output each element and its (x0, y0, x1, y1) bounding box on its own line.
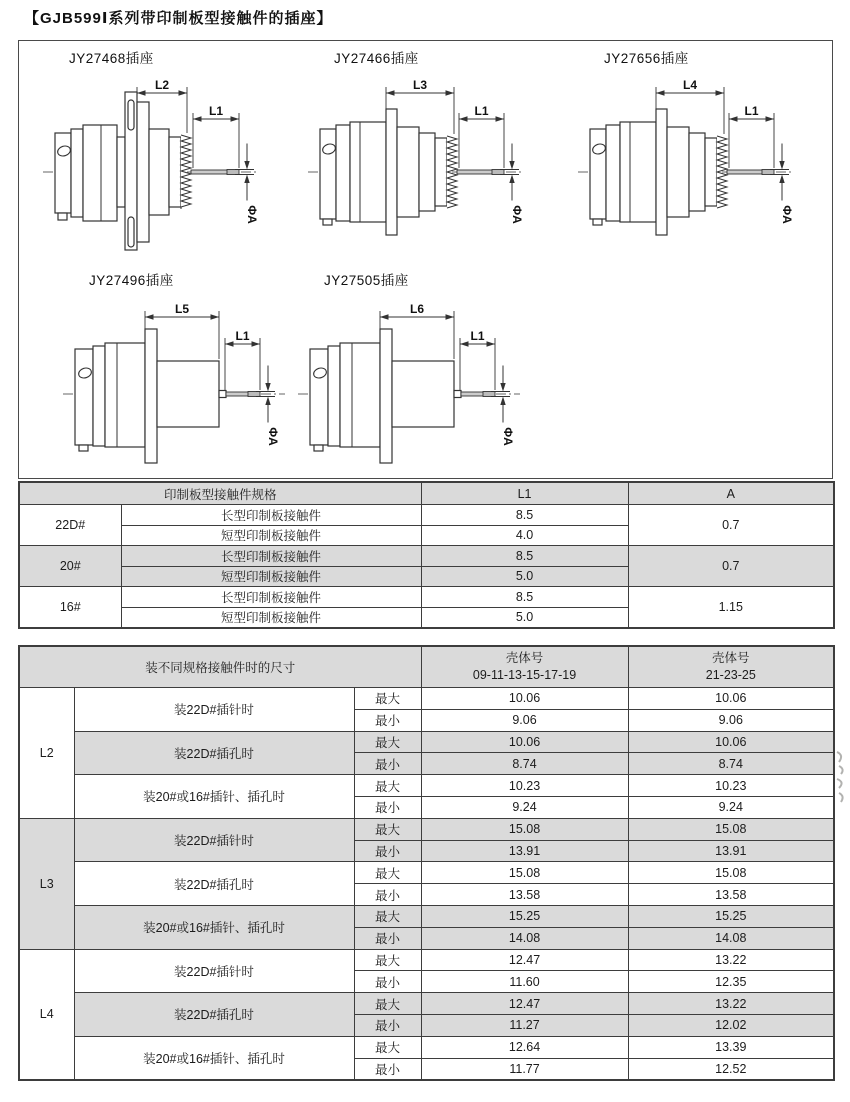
drawing-jy27656 (576, 47, 826, 252)
value-shell2-cell: 12.02 (628, 1014, 834, 1036)
value-shell1-cell: 15.25 (421, 905, 628, 927)
type-cell: 短型印制板接触件 (121, 566, 421, 587)
min-label-cell: 最小 (354, 1014, 421, 1036)
size-cell: 20# (19, 546, 121, 587)
dimension-table (18, 645, 835, 1081)
value-shell2-cell: 9.24 (628, 796, 834, 818)
shell-group1-header (421, 646, 628, 688)
connector-drawing (306, 67, 556, 252)
table-row (19, 818, 834, 840)
table-row (19, 775, 834, 797)
value-shell1-cell: 9.06 (421, 709, 628, 731)
value-shell2-cell: 15.25 (628, 905, 834, 927)
dimension-header: 装不同规格接触件时的尺寸 (19, 646, 421, 688)
max-label-cell: 最大 (354, 949, 421, 971)
dim-label: L2 (154, 78, 170, 92)
dim-label: L1 (744, 104, 759, 118)
drawing-title: JY27466插座 (334, 51, 419, 66)
config-cell: 装22D#插孔时 (74, 993, 354, 1037)
dim-label: L1 (208, 104, 224, 118)
type-cell: 短型印制板接触件 (121, 525, 421, 546)
shell-label: 壳体号 (505, 651, 544, 666)
max-label-cell: 最大 (354, 818, 421, 840)
value-shell1-cell: 12.47 (421, 949, 628, 971)
dim-cell: L2 (19, 688, 74, 819)
spec-header: 印制板型接触件规格 (19, 482, 421, 505)
a-value-cell: 0.7 (628, 546, 834, 587)
table-row (19, 587, 834, 608)
value-shell1-cell: 11.77 (421, 1058, 628, 1080)
value-shell2-cell: 13.22 (628, 993, 834, 1015)
dimension-table-body (19, 688, 834, 1081)
dim-label: ΦA (510, 205, 524, 224)
table-row (19, 688, 834, 710)
config-cell: 装20#或16#插针、插孔时 (74, 775, 354, 819)
dim-label: ΦA (245, 205, 259, 224)
config-cell: 装20#或16#插针、插孔时 (74, 905, 354, 949)
scan-artifact (832, 746, 850, 810)
dim-cell: L3 (19, 818, 74, 949)
min-label-cell: 最小 (354, 1058, 421, 1080)
size-cell: 22D# (19, 505, 121, 546)
min-label-cell: 最小 (354, 884, 421, 906)
value-shell2-cell: 10.06 (628, 731, 834, 753)
config-cell: 装22D#插孔时 (74, 862, 354, 906)
drawing-jy27496 (61, 269, 311, 474)
value-shell1-cell: 8.74 (421, 753, 628, 775)
min-label-cell: 最小 (354, 927, 421, 949)
max-label-cell: 最大 (354, 775, 421, 797)
max-label-cell: 最大 (354, 1036, 421, 1058)
value-shell2-cell: 15.08 (628, 862, 834, 884)
drawing-title: JY27656插座 (604, 51, 689, 66)
size-cell: 16# (19, 587, 121, 629)
dim-label: L3 (412, 78, 428, 92)
a-header: A (628, 482, 834, 505)
l1-value-cell: 4.0 (421, 525, 628, 546)
value-shell1-cell: 12.47 (421, 993, 628, 1015)
max-label-cell: 最大 (354, 731, 421, 753)
value-shell1-cell: 11.27 (421, 1014, 628, 1036)
value-shell1-cell: 15.08 (421, 818, 628, 840)
config-cell: 装22D#插针时 (74, 688, 354, 732)
l1-value-cell: 8.5 (421, 587, 628, 608)
value-shell1-cell: 11.60 (421, 971, 628, 993)
type-cell: 长型印制板接触件 (121, 546, 421, 567)
shell-group2-header (628, 646, 834, 688)
table-row (19, 731, 834, 753)
value-shell1-cell: 10.06 (421, 731, 628, 753)
l1-value-cell: 5.0 (421, 607, 628, 628)
value-shell1-cell: 13.91 (421, 840, 628, 862)
dim-cell: L4 (19, 949, 74, 1080)
drawing-jy27468 (41, 47, 291, 252)
dim-label: L1 (474, 104, 489, 118)
value-shell2-cell: 8.74 (628, 753, 834, 775)
config-cell: 装22D#插针时 (74, 818, 354, 862)
value-shell2-cell: 13.91 (628, 840, 834, 862)
min-label-cell: 最小 (354, 753, 421, 775)
dim-label: L6 (409, 302, 425, 316)
table-row (19, 905, 834, 927)
shell-range: 09-11-13-15-17-19 (472, 668, 577, 682)
table-row (19, 505, 834, 526)
table-row (19, 546, 834, 567)
dim-label: L4 (682, 78, 698, 92)
dim-label: L1 (235, 329, 250, 343)
contact-spec-table-body (19, 505, 834, 629)
connector-drawing (296, 289, 546, 474)
value-shell2-cell: 15.08 (628, 818, 834, 840)
config-cell: 装22D#插针时 (74, 949, 354, 993)
table-row (19, 862, 834, 884)
drawing-title: JY27505插座 (324, 273, 409, 288)
shell-label: 壳体号 (712, 651, 750, 666)
contact-spec-table (18, 481, 835, 629)
l1-value-cell: 5.0 (421, 566, 628, 587)
value-shell2-cell: 14.08 (628, 927, 834, 949)
drawing-title: JY27468插座 (69, 51, 154, 66)
a-value-cell: 0.7 (628, 505, 834, 546)
config-cell: 装20#或16#插针、插孔时 (74, 1036, 354, 1080)
value-shell2-cell: 9.06 (628, 709, 834, 731)
value-shell2-cell: 10.23 (628, 775, 834, 797)
value-shell1-cell: 9.24 (421, 796, 628, 818)
drawing-title: JY27496插座 (89, 273, 174, 288)
value-shell1-cell: 10.23 (421, 775, 628, 797)
connector-drawing (576, 67, 826, 252)
connector-drawing (41, 67, 291, 252)
a-value-cell: 1.15 (628, 587, 834, 629)
figure-panel (18, 40, 833, 479)
value-shell2-cell: 13.39 (628, 1036, 834, 1058)
max-label-cell: 最大 (354, 993, 421, 1015)
type-cell: 短型印制板接触件 (121, 607, 421, 628)
value-shell1-cell: 12.64 (421, 1036, 628, 1058)
drawing-jy27505 (296, 269, 546, 474)
dim-label: ΦA (780, 205, 794, 224)
min-label-cell: 最小 (354, 796, 421, 818)
shell-range: 21-23-25 (705, 668, 756, 682)
value-shell2-cell: 10.06 (628, 688, 834, 710)
max-label-cell: 最大 (354, 862, 421, 884)
max-label-cell: 最大 (354, 905, 421, 927)
value-shell2-cell: 13.22 (628, 949, 834, 971)
table-row (19, 1036, 834, 1058)
drawing-jy27466 (306, 47, 556, 252)
value-shell2-cell: 12.52 (628, 1058, 834, 1080)
value-shell1-cell: 14.08 (421, 927, 628, 949)
min-label-cell: 最小 (354, 971, 421, 993)
table-row (19, 949, 834, 971)
value-shell1-cell: 10.06 (421, 688, 628, 710)
type-cell: 长型印制板接触件 (121, 505, 421, 526)
page-title: 【GJB599Ⅰ系列带印制板型接触件的插座】 (24, 10, 333, 27)
value-shell2-cell: 13.58 (628, 884, 834, 906)
dim-label: ΦA (501, 427, 515, 446)
value-shell2-cell: 12.35 (628, 971, 834, 993)
config-cell: 装22D#插孔时 (74, 731, 354, 775)
dim-label: L1 (470, 329, 485, 343)
min-label-cell: 最小 (354, 709, 421, 731)
type-cell: 长型印制板接触件 (121, 587, 421, 608)
table-row (19, 993, 834, 1015)
l1-header: L1 (421, 482, 628, 505)
value-shell1-cell: 15.08 (421, 862, 628, 884)
l1-value-cell: 8.5 (421, 546, 628, 567)
value-shell1-cell: 13.58 (421, 884, 628, 906)
dim-label: L5 (174, 302, 190, 316)
dim-label: ΦA (266, 427, 280, 446)
connector-drawing (61, 289, 311, 474)
min-label-cell: 最小 (354, 840, 421, 862)
l1-value-cell: 8.5 (421, 505, 628, 526)
max-label-cell: 最大 (354, 688, 421, 710)
